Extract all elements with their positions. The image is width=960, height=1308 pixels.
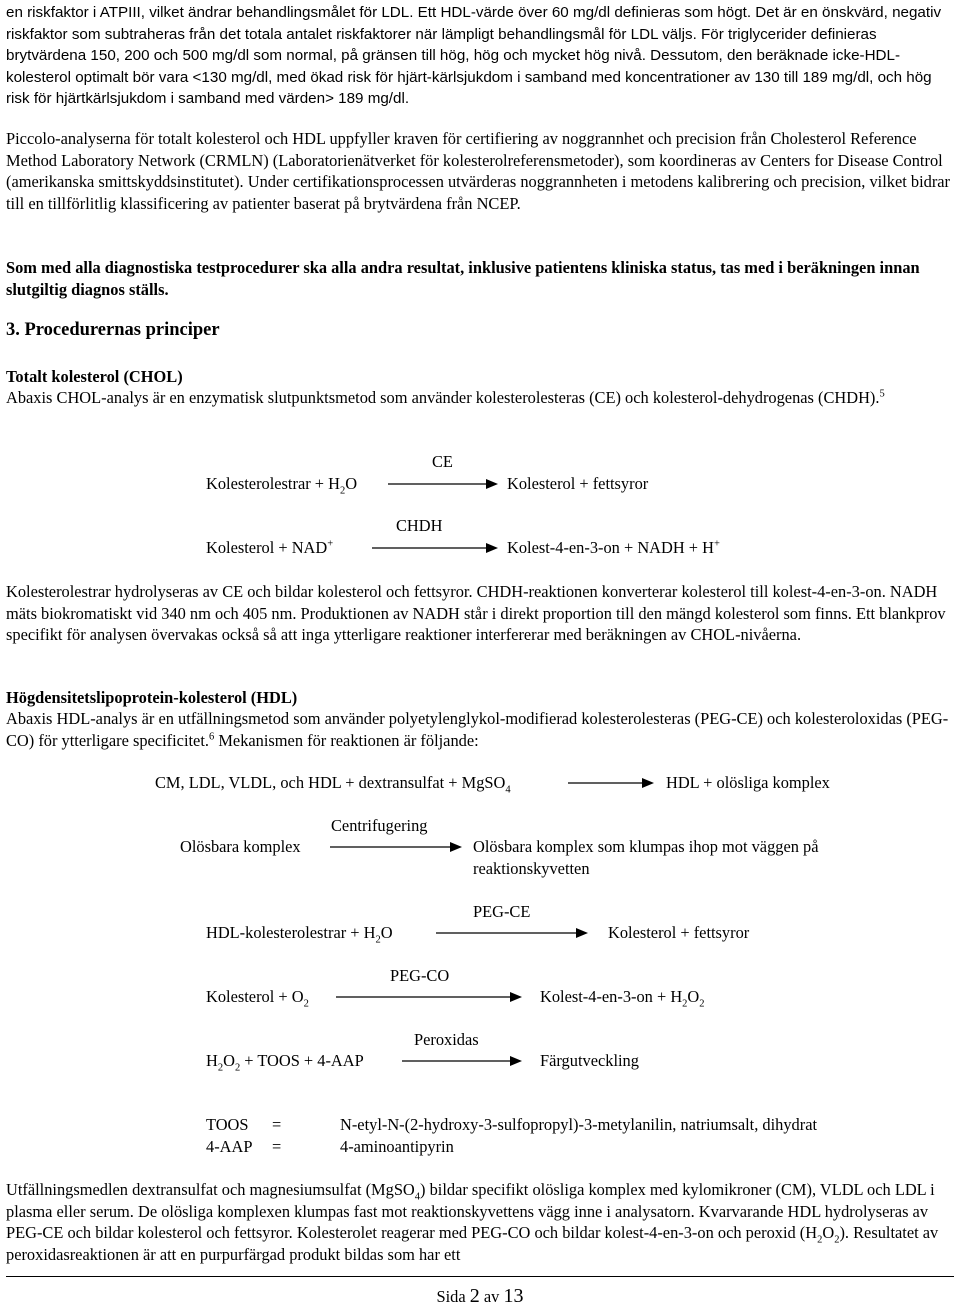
chol-reaction2-right: Kolest-4-en-3-on + NADH + H+ [507,538,720,557]
intro-paragraph: en riskfaktor i ATPIII, vilket ändrar behandlingsmålet för LDL. Ett HDL-värde över 60 mg/dl definieras som högt. Det är en önskvärd, negativ riskfaktor som subtraheras från det totala antalet riskfaktorer när lämpligt behandlingsmål för LDL väljs. För triglycerider definieras brytvärdena 150, 200 och 500 mg/dl som normal, på gränsen till hög, hög och mycket hög nivå. Dessutom, den beräknade icke-HDL-kolesterol optimalt bör vara <130 mg/dl, med ökad risk för hjärt-kärlsjukdom i samband med koncentrationer av 130 till 189 mg/dl, och hög risk för hjärtkärlsjukdom i samband med värden> 189 mg/dl. [6,4,942,108]
hdl-reaction5-arrow [402,1055,522,1067]
chol-reaction1-right: Kolesterol + fettsyror [507,474,649,493]
hdl-reaction5-left: $H_2O_2$ + TOOS + 4-AAP [206,1051,364,1074]
hdl-enzyme-peg-ce: PEG-CE [473,902,531,921]
chol-reaction1-arrow [388,478,498,490]
hdl-reaction4-right: Kolest-4-en-3-on + $H_2O_2$ [540,987,705,1010]
chol-reference: 5 [879,388,885,400]
footer-prefix: Sida [436,1287,466,1306]
chol-enzyme-ce: CE [432,452,453,471]
section-heading: 3. Procedurernas principer [6,320,220,340]
hdl-body-text-b: Mekanismen för reaktionen är följande: [218,730,479,750]
hdl-reaction3-arrow [436,927,588,939]
chol-reaction2-left: Kolesterol + NAD+ [206,538,334,557]
hdl-reaction3-right: Kolesterol + fettsyror [608,923,750,942]
footer-page-number: 2 [469,1285,480,1307]
diagnosis-note-paragraph: Som med alla diagnostiska testprocedurer ska alla andra resultat, inklusive patientens kliniska status, tas med i beräkningen innan slutgiltig diagnos ställs. [6,258,920,299]
hdl-reaction1-left: CM, LDL, VLDL, och HDL + dextransulfat + MgSO$_4$ [155,773,511,796]
abbrev-eq-toos: = [272,1115,282,1134]
hdl-reaction4-arrow [336,991,522,1003]
hdl-final-paragraph: Utfällningsmedlen dextransulfat och magnesiumsulfat (MgSO$_4$) bildar specifikt olösliga komplex med kylomikroner (CM), VLDL och LDL i plasma eller serum. De olösliga komplexen klumpas fast mot reaktionskyvettens vägg inne i analysatorn. Kvarvarande HDL hydrolyseras av PEG-CE och bildar kolesterol och fettsyror. Kolesterolet reagerar med PEG-CO och bildar kolest-4-en-3-on och peroxid $(H_2O_2)$. Resultatet av peroxidasreaktionen är att en purpurfärgad produkt bildas som har ett [6,1180,939,1264]
hdl-reaction1-right: HDL + olösliga komplex [666,773,830,792]
abbrev-def-toos: N-etyl-N-(2-hydroxy-3-sulfopropyl)-3-metylanilin, natriumsalt, dihydrat [340,1115,818,1134]
abbrev-eq-4aap: = [272,1137,282,1156]
hdl-reaction5-right: Färgutveckling [540,1051,639,1070]
hdl-reference: 6 [208,731,215,743]
hdl-enzyme-centrifugering: Centrifugering [331,816,428,835]
abbrev-term-4aap: 4-AAP [206,1137,253,1156]
chol-body [6,387,954,409]
hdl-reaction2-arrow [330,841,462,853]
chol-reaction2-arrow [372,542,498,554]
hdl-heading: Högdensitetslipoprotein-kolesterol (HDL) [6,688,298,707]
chol-heading: Totalt kolesterol (CHOL) [6,367,183,386]
hdl-reaction2-right-line2: reaktionskyvetten [473,859,590,878]
hdl-reaction4-left: Kolesterol + $O_2$ [206,987,309,1010]
hdl-reaction2-left: Olösbara komplex [180,837,301,856]
chol-explanation: Kolesterolestrar hydrolyseras av CE och bildar kolesterol och fettsyror. CHDH-reaktionen konverterar kolesterol till kolest-4-en-3-on. NADH mäts biokromatiskt vid 340 nm och 405 nm. Produktionen av NADH står i direkt proportion till den mängd kolesterol som finns. Ett blankprov specifikt för analysen övervakas också så att inga ytterligare reaktioner interfererar med beräkningen av CHOL-nivåerna. [6,582,946,645]
chol-enzyme-chdh: CHDH [396,516,443,535]
abbrev-def-4aap: 4-aminoantipyrin [340,1137,454,1156]
hdl-reaction3-left: HDL-kolesterolestrar + $H_2O$ [206,923,393,946]
abbrev-term-toos: TOOS [206,1115,249,1134]
hdl-body [6,708,954,751]
chol-reaction1-left: Kolesterolestrar + $H_2O$ [206,474,358,497]
hdl-reaction1-arrow [568,777,654,789]
hdl-enzyme-peroxidas: Peroxidas [414,1030,479,1049]
footer-mid: av [483,1287,500,1306]
piccolo-paragraph: Piccolo-analyserna för totalt kolesterol och HDL uppfyller kraven för certifiering av noggrannhet och precision från Cholesterol Reference Method Laboratory Network (CRMLN) (Laboratorienätverket för kolesterolreferensmetoder), som koordineras av Centers for Disease Control (amerikanska smittskyddsinstitutet). Under certifikationsprocessen utvärderas noggrannheten i metodens kalibrering och precision, vilket bidrar till en tillförlitlig klassificering av patienter baserat på brytvärdena från NCEP. [6,129,951,213]
footer-total-pages: 13 [503,1285,524,1307]
chol-body-text: Abaxis CHOL-analys är en enzymatisk slutpunktsmetod som använder kolesterolesteras (CE) och kolesterol-dehydrogenas (CHDH). [6,388,880,407]
hdl-enzyme-peg-co: PEG-CO [390,966,450,985]
page-footer [0,1285,960,1308]
hdl-reaction2-right-line1: Olösbara komplex som klumpas ihop mot väggen på [473,837,819,856]
footer-divider [6,1276,954,1277]
hdl-body-text: Abaxis HDL-analys är en utfällningsmetod som använder polyetylenglykol-modifierad kolesterolesteras (PEG-CE) och kolesteroloxidas (PEG-CO) för ytterligare specificitet. [6,709,949,750]
